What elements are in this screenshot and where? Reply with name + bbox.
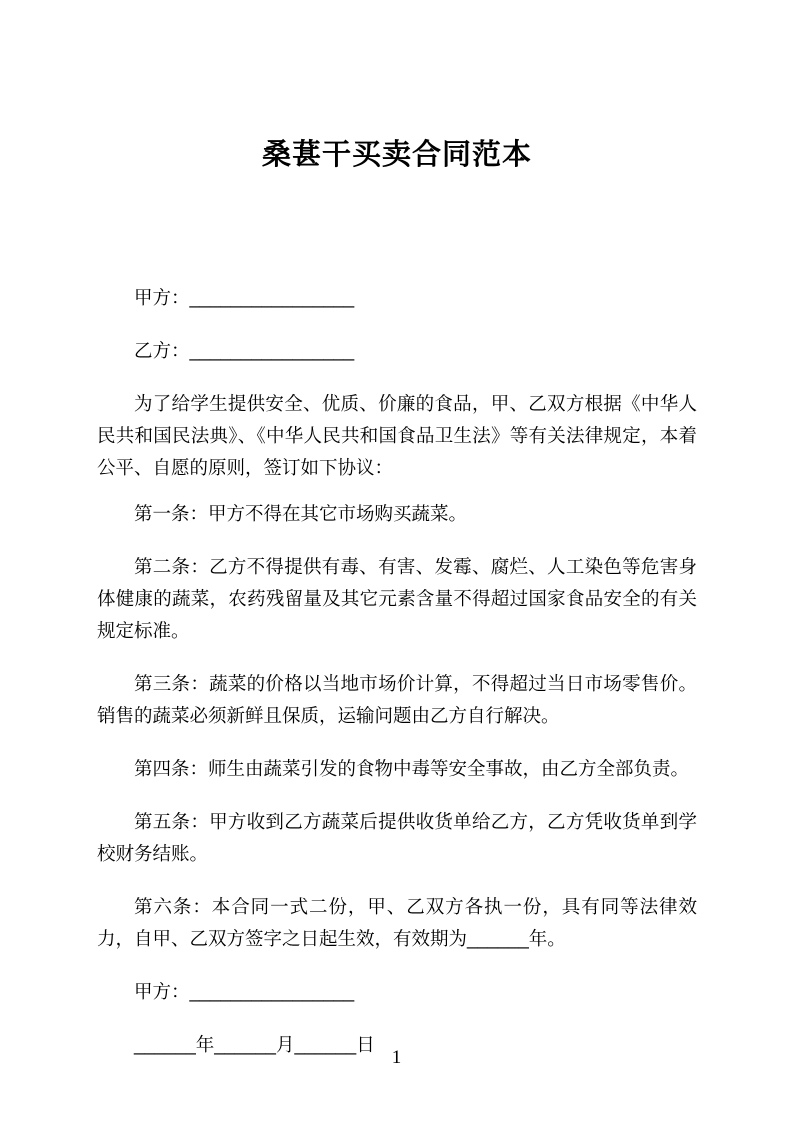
clause-5: 第五条：甲方收到乙方蔬菜后提供收货单给乙方，乙方凭收货单到学校财务结账。 [97, 811, 697, 864]
party-b-label: 乙方： [134, 340, 190, 361]
party-a-line [97, 282, 697, 314]
party-a-label: 甲方： [134, 287, 190, 308]
page-number: 1 [391, 1047, 402, 1068]
clause-6: 第六条：本合同一式二份，甲、乙双方各执一份，具有同等法律效力，自甲、乙双方签字之日起生效，有效期为______年。 [97, 896, 697, 949]
signature-party-a-label: 甲方： [134, 981, 190, 1002]
signature-party-a-blank: ________________ [189, 981, 355, 1002]
party-b-blank: ________________ [189, 340, 355, 361]
party-a-blank: ________________ [189, 287, 355, 308]
party-b-line [97, 335, 697, 367]
signature-party-a-line [97, 976, 697, 1008]
clause-3: 第三条：蔬菜的价格以当地市场价计算，不得超过当日市场零售价。销售的蔬菜必须新鲜且保质，运输问题由乙方自行解决。 [97, 673, 697, 726]
clause-2: 第二条：乙方不得提供有毒、有害、发霉、腐烂、人工染色等危害身体健康的蔬菜，农药残留量及其它元素含量不得超过国家食品安全的有关规定标准。 [97, 556, 697, 641]
clause-4: 第四条：师生由蔬菜引发的食物中毒等安全事故，由乙方全部负责。 [134, 758, 690, 779]
intro-paragraph: 为了给学生提供安全、优质、价廉的食品，甲、乙双方根据《中华人民共和国民法典》、《中华人民共和国食品卫生法》等有关法律规定，本着公平、自愿的原则，签订如下协议： [97, 393, 697, 478]
document-title: 桑葚干买卖合同范本 [261, 139, 532, 171]
signature-date-line: ______年______月______日 [134, 1034, 375, 1055]
clause-1: 第一条：甲方不得在其它市场购买蔬菜。 [134, 503, 468, 524]
